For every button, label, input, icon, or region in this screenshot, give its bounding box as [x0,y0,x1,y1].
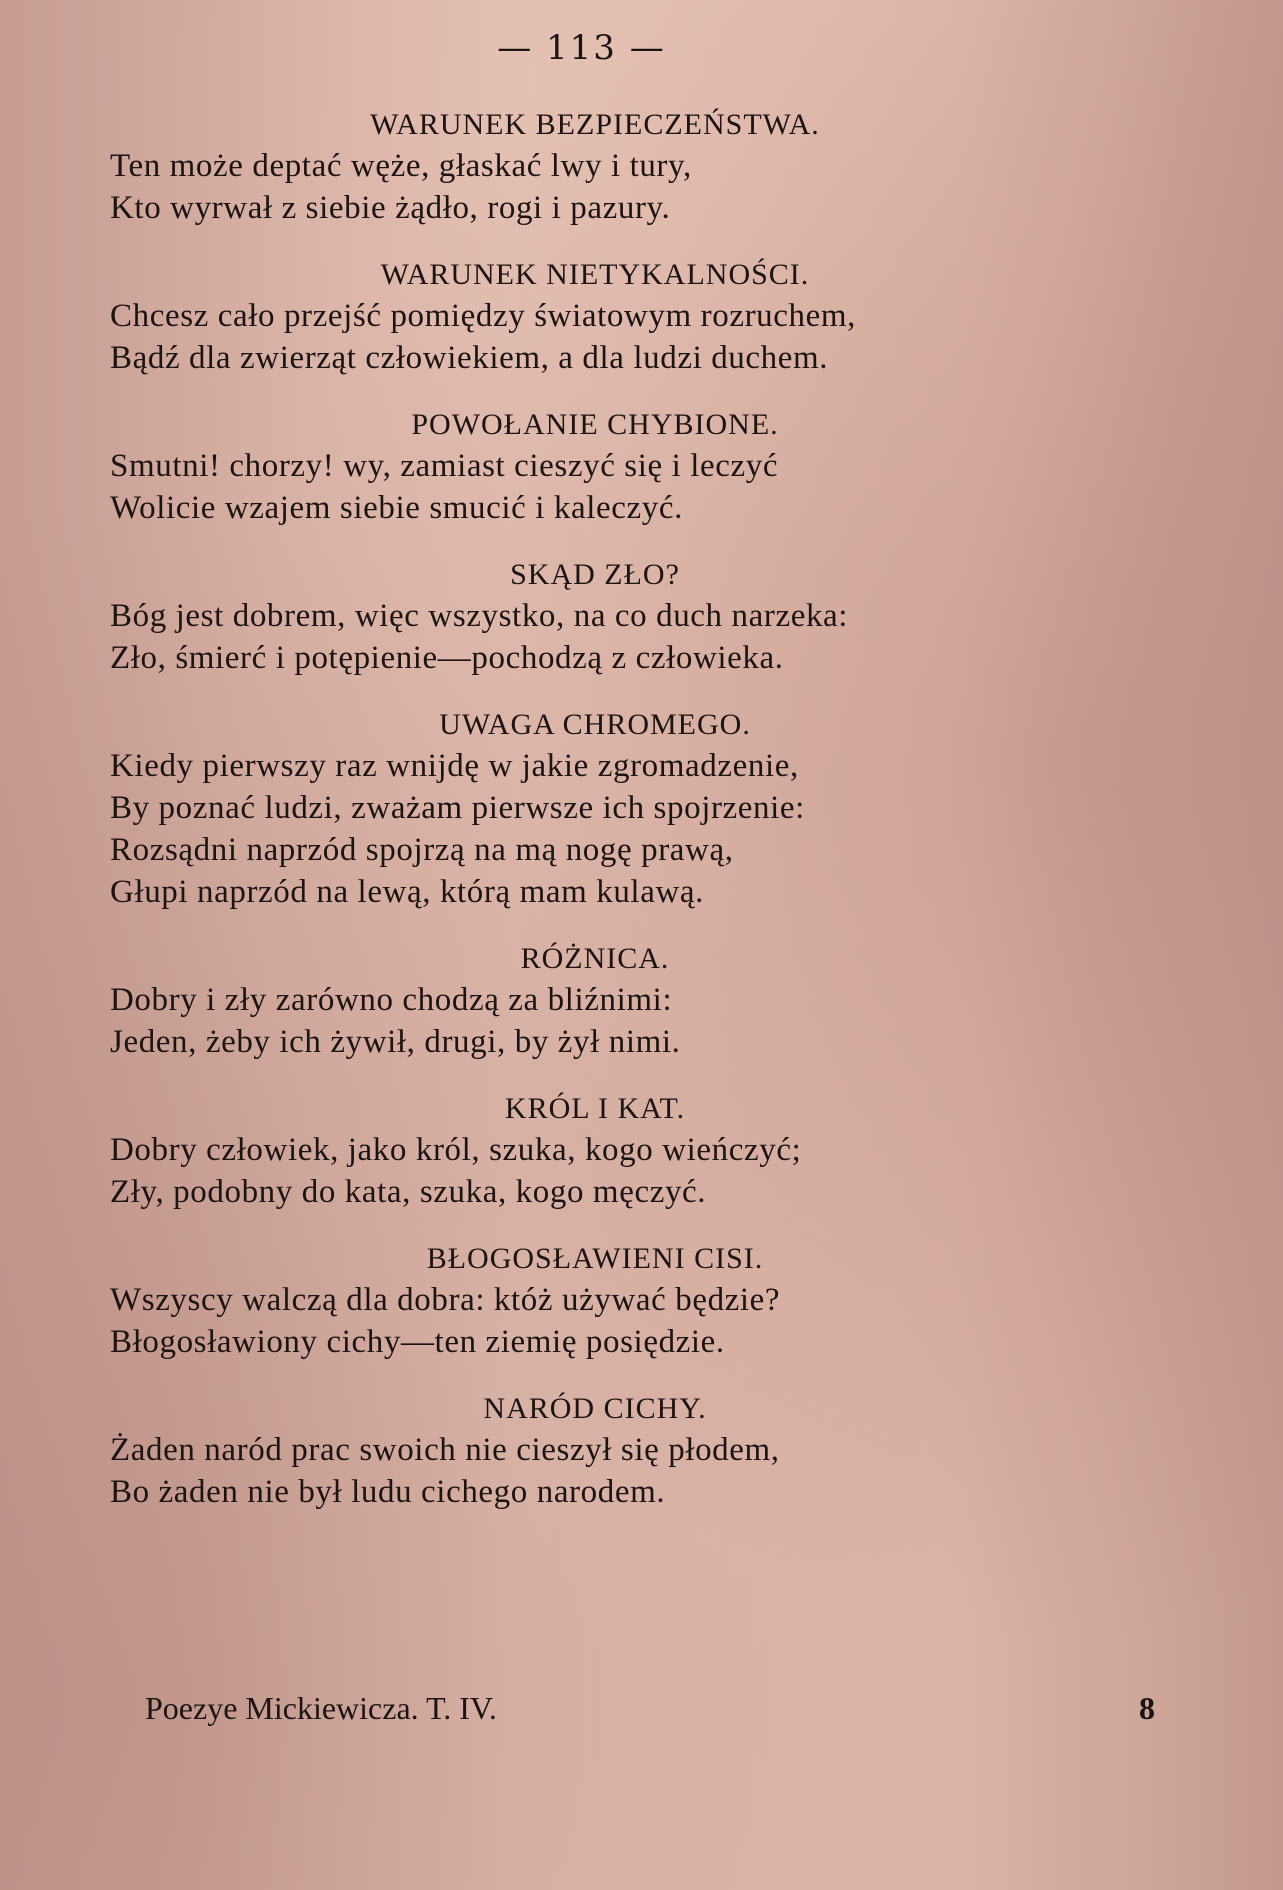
footer-signature-number: 8 [1139,1690,1155,1726]
poem-line: Jeden, żeby ich żywił, drugi, by żył nimi. [110,1024,681,1060]
poem-line: Błogosławiony cichy—ten ziemię posiędzie. [110,1324,725,1360]
poem-line: Rozsądni naprzód spojrzą na mą nogę prawą, [110,832,734,868]
page-body [110,105,1170,1539]
poem-line: Smutni! chorzy! wy, zamiast cieszyć się i leczyć [110,448,779,484]
poem-line: Wolicie wzajem siebie smucić i kaleczyć. [110,490,683,526]
poem-line: Bo żaden nie był ludu cichego narodem. [110,1474,666,1510]
poem-line: Wszyscy walczą dla dobra: któż używać będzie? [110,1282,781,1318]
poem-line: Głupi naprzód na lewą, którą mam kulawą. [110,874,704,910]
poem-section [110,705,1170,913]
poem-section [110,255,1170,379]
poem-title: WARUNEK BEZPIECZEŃSTWA. [370,108,820,141]
poem-line: Zły, podobny do kata, szuka, kogo męczyć. [110,1174,707,1210]
poem-title: RÓŻNICA. [520,942,670,975]
poem-title: SKĄD ZŁO? [510,558,680,591]
poem-line: Żaden naród prac swoich nie cieszył się płodem, [110,1432,780,1468]
poem-title: KRÓL I KAT. [504,1092,686,1125]
poem-line: Dobry człowiek, jako król, szuka, kogo wieńczyć; [110,1132,802,1168]
poem-title: POWOŁANIE CHYBIONE. [411,408,779,441]
poem-line: Kiedy pierwszy raz wnijdę w jakie zgromadzenie, [110,748,799,784]
poem-title: UWAGA CHROMEGO. [439,708,751,741]
footer-book-title: Poezye Mickiewicza. T. IV. [145,1690,497,1726]
poem-section [110,1239,1170,1363]
poem-line: Dobry i zły zarówno chodzą za bliźnimi: [110,982,673,1018]
poem-line: Ten może deptać węże, głaskać lwy i tury, [110,148,692,184]
poem-line: Kto wyrwał z siebie żądło, rogi i pazury. [110,190,671,226]
poem-line: Zło, śmierć i potępienie—pochodzą z człowieka. [110,640,784,676]
poem-section [110,105,1170,229]
poem-line: By poznać ludzi, zważam pierwsze ich spojrzenie: [110,790,805,826]
poem-section [110,405,1170,529]
poem-title: NARÓD CICHY. [483,1392,707,1425]
poem-title: BŁOGOSŁAWIENI CISI. [426,1242,764,1275]
poem-section [110,555,1170,679]
poem-section [110,939,1170,1063]
poem-section [110,1089,1170,1213]
poem-line: Chcesz cało przejść pomiędzy światowym rozruchem, [110,298,856,334]
poem-line: Bóg jest dobrem, więc wszystko, na co duch narzeka: [110,598,849,634]
poem-section [110,1389,1170,1513]
page-number: — 113 — [497,28,666,68]
poem-title: WARUNEK NIETYKALNOŚCI. [380,258,810,291]
poem-line: Bądź dla zwierząt człowiekiem, a dla ludzi duchem. [110,340,829,376]
